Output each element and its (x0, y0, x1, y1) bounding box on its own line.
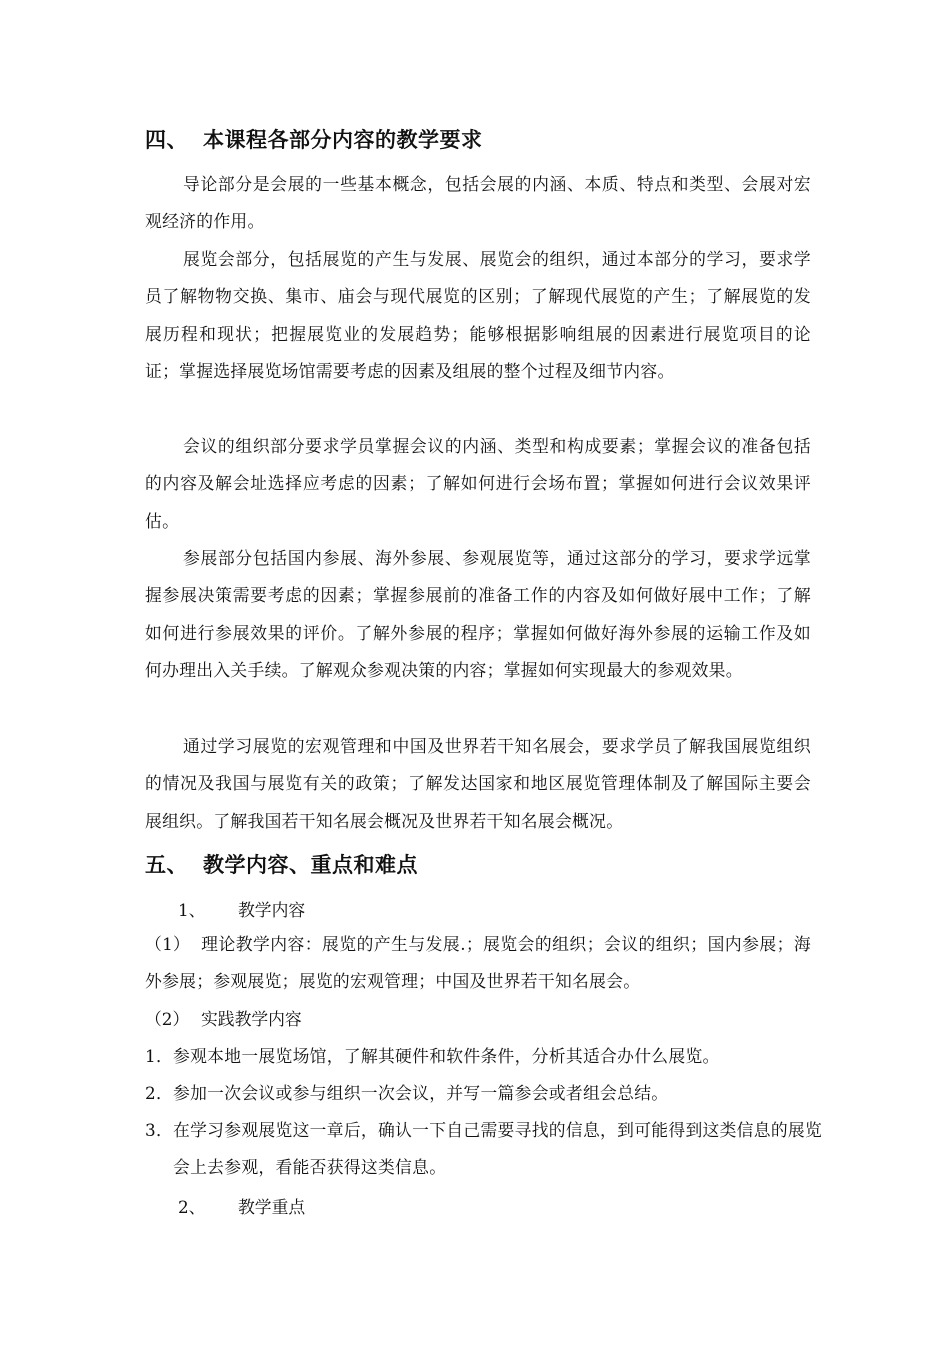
practice-content-number: （2） (145, 1009, 190, 1029)
practice-item-number: 1． (145, 1046, 174, 1066)
practice-item-text: 参观本地一展览场馆，了解其硬件和软件条件，分析其适合办什么展览。 (173, 1046, 720, 1066)
practice-item-text: 在学习参观展览这一章后，确认一下自己需要寻找的信息，到可能得到这类信息的展览会上去参观，看能否获得这类信息。 (173, 1120, 823, 1177)
practice-content-item (145, 1004, 811, 1034)
subsection-1-number: 1、 (178, 900, 206, 920)
practice-item-text: 参加一次会议或参与组织一次会议，并写一篇参会或者组会总结。 (173, 1083, 669, 1103)
practice-content-text: 实践教学内容 (201, 1009, 302, 1029)
section-4-number: 四、 (145, 127, 188, 152)
paragraph-participation: 参展部分包括国内参展、海外参展、参观展览等，通过这部分的学习，要求学远掌握参展决策需要考虑的因素；掌握参展前的准备工作的内容及如何做好展中工作；了解如何进行参展效果的评价。了解外参展的程序；掌握如何做好海外参展的运输工作及如何办理出入关手续。了解观众参观决策的内容；掌握如何实现最大的参观效果。 (145, 548, 811, 680)
practice-item (145, 1038, 839, 1075)
theory-content-item (145, 926, 811, 1000)
section-4-title: 本课程各部分内容的教学要求 (203, 127, 483, 152)
practice-item-number: 3． (145, 1120, 174, 1140)
subsection-2-number: 2、 (178, 1197, 206, 1217)
practice-item (145, 1075, 839, 1112)
subsection-1-heading (178, 895, 844, 925)
subsection-2-title: 教学重点 (238, 1197, 306, 1217)
section-5-title: 教学内容、重点和难点 (203, 852, 418, 877)
practice-item (145, 1112, 839, 1186)
paragraph-exhibition: 展览会部分，包括展览的产生与发展、展览会的组织，通过本部分的学习，要求学员了解物物交换、集市、庙会与现代展览的区别；了解现代展览的产生；了解展览的发展历程和现状；把握展览业的发展趋势；能够根据影响组展的因素进行展览项目的论证；掌握选择展览场馆需要考虑的因素及组展的整个过程及细节内容。 (145, 249, 811, 381)
subsection-1-title: 教学内容 (238, 900, 306, 920)
theory-content-number: （1） (145, 934, 191, 954)
section-5-number: 五、 (145, 852, 188, 877)
subsection-2-heading (178, 1192, 844, 1222)
paragraph-intro: 导论部分是会展的一些基本概念，包括会展的内涵、本质、特点和类型、会展对宏观经济的作用。 (145, 174, 811, 232)
paragraph-management: 通过学习展览的宏观管理和中国及世界若干知名展会，要求学员了解我国展览组织的情况及我国与展览有关的政策；了解发达国家和地区展览管理体制及了解国际主要会展组织。了解我国若干知名展会概况及世界若干知名展会概况。 (145, 736, 811, 831)
practice-item-number: 2． (145, 1083, 174, 1103)
theory-content-text: 理论教学内容：展览的产生与发展.；展览会的组织；会议的组织；国内参展；海外参展；参观展览；展览的宏观管理；中国及世界若干知名展会。 (145, 934, 811, 991)
paragraph-meeting: 会议的组织部分要求学员掌握会议的内涵、类型和构成要素；掌握会议的准备包括的内容及解会址选择应考虑的因素；了解如何进行会场布置；掌握如何进行会议效果评估。 (145, 436, 811, 531)
section-4-heading (145, 125, 811, 155)
section-5-heading (145, 850, 811, 880)
